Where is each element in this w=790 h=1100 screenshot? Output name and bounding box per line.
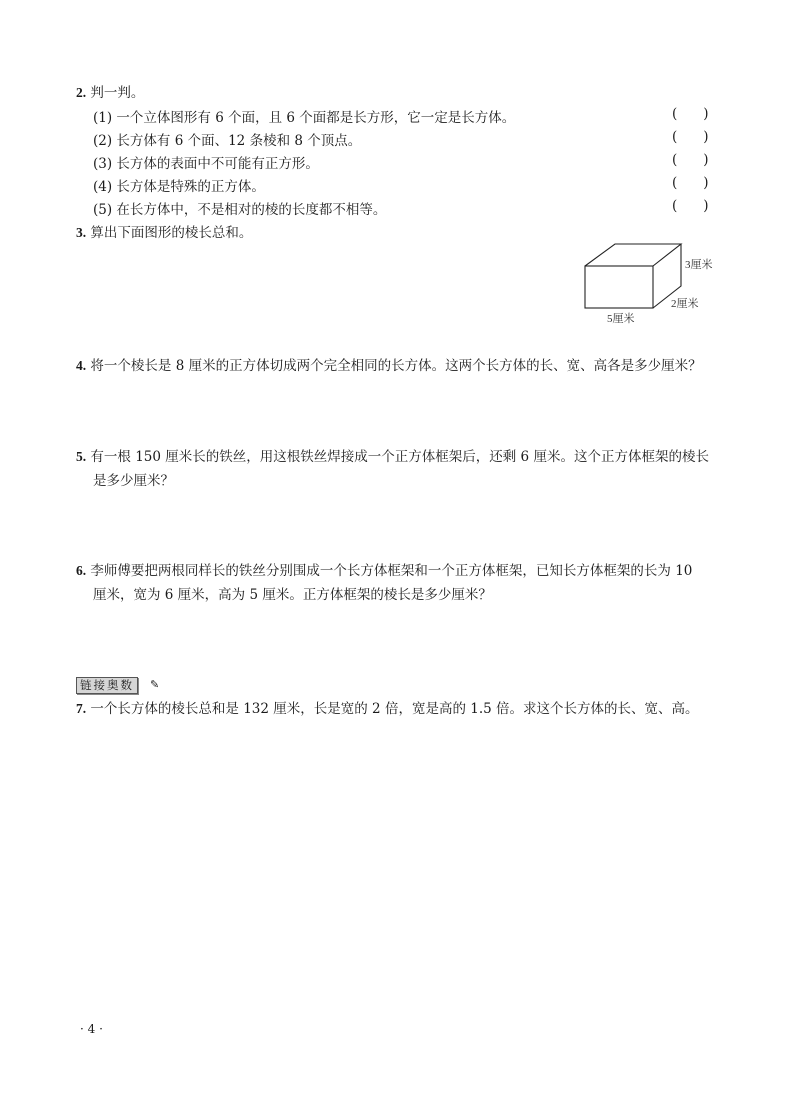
q7-text: 一个长方体的棱长总和是 132 厘米，长是宽的 2 倍，宽是高的 1.5 倍。求这个长方体的长、宽、高。	[90, 701, 699, 717]
q2-item-5-label: (5)	[93, 202, 113, 218]
q2-item-4-answer-blank[interactable]	[672, 175, 709, 191]
open-paren: (	[672, 175, 678, 191]
height-label: 3厘米	[685, 259, 713, 271]
q2-number: 2.	[76, 85, 87, 100]
q3-text: 算出下面图形的棱长总和。	[90, 225, 253, 241]
q2-item-5	[93, 198, 386, 218]
close-paren: )	[703, 175, 709, 191]
cuboid-front-face	[585, 266, 653, 308]
q3-number: 3.	[76, 225, 87, 240]
q2-item-1-label: (1)	[93, 110, 113, 126]
q2-item-2-label: (2)	[93, 133, 113, 149]
q4-number: 4.	[76, 358, 87, 373]
page-number: · 4 ·	[80, 1022, 103, 1036]
q5-text-line2: 是多少厘米？	[93, 473, 174, 489]
q6-text-line1: 李师傅要把两根同样长的铁丝分别围成一个长方体框架和一个正方体框架，已知长方体框架的长为 10	[90, 563, 693, 579]
q2-item-4-text: 长方体是特殊的正方体。	[116, 179, 265, 195]
cuboid-edges	[585, 244, 681, 308]
q3-heading	[76, 221, 252, 241]
q2-item-2-text: 长方体有 6 个面、12 条棱和 8 个顶点。	[116, 133, 362, 149]
q7-heading	[76, 697, 699, 717]
section-tag-olympiad: 链接奥数	[76, 677, 138, 694]
q2-item-1	[93, 106, 515, 126]
width-label: 2厘米	[671, 298, 699, 310]
close-paren: )	[703, 129, 709, 145]
q7-number: 7.	[76, 701, 87, 716]
close-paren: )	[703, 152, 709, 168]
open-paren: (	[672, 152, 678, 168]
q2-item-3-answer-blank[interactable]	[672, 152, 709, 168]
cuboid-top-face	[585, 244, 681, 266]
q2-item-2-answer-blank[interactable]	[672, 129, 709, 145]
open-paren: (	[672, 129, 678, 145]
q2-heading	[76, 81, 144, 101]
q2-title: 判一判。	[90, 85, 145, 101]
q2-item-3-label: (3)	[93, 156, 113, 172]
q4-heading	[76, 354, 702, 374]
open-paren: (	[672, 198, 678, 214]
q2-item-1-text: 一个立体图形有 6 个面，且 6 个面都是长方形，它一定是长方体。	[116, 110, 516, 126]
q5-number: 5.	[76, 449, 87, 464]
cuboid-figure	[575, 236, 725, 331]
pencil-icon: ✎	[150, 678, 160, 691]
q5-heading	[76, 445, 709, 465]
q6-text-line2: 厘米，宽为 6 厘米，高为 5 厘米。正方体框架的棱长是多少厘米？	[93, 587, 492, 603]
q6-number: 6.	[76, 563, 87, 578]
q2-item-5-text: 在长方体中，不是相对的棱的长度都不相等。	[116, 202, 387, 218]
open-paren: (	[672, 106, 678, 122]
q2-item-4-label: (4)	[93, 179, 113, 195]
q2-item-4	[93, 175, 265, 195]
close-paren: )	[703, 198, 709, 214]
q6-heading	[76, 559, 692, 579]
q2-item-2	[93, 129, 361, 149]
close-paren: )	[703, 106, 709, 122]
q2-item-3-text: 长方体的表面中不可能有正方形。	[116, 156, 319, 172]
q2-item-3	[93, 152, 319, 172]
q4-text: 将一个棱长是 8 厘米的正方体切成两个完全相同的长方体。这两个长方体的长、宽、高各是多少厘米？	[90, 358, 702, 374]
q2-item-5-answer-blank[interactable]	[672, 198, 709, 214]
length-label: 5厘米	[607, 313, 635, 325]
q2-item-1-answer-blank[interactable]	[672, 106, 709, 122]
q5-text-line1: 有一根 150 厘米长的铁丝，用这根铁丝焊接成一个正方体框架后，还剩 6 厘米。这个正方体框架的棱长	[90, 449, 709, 465]
